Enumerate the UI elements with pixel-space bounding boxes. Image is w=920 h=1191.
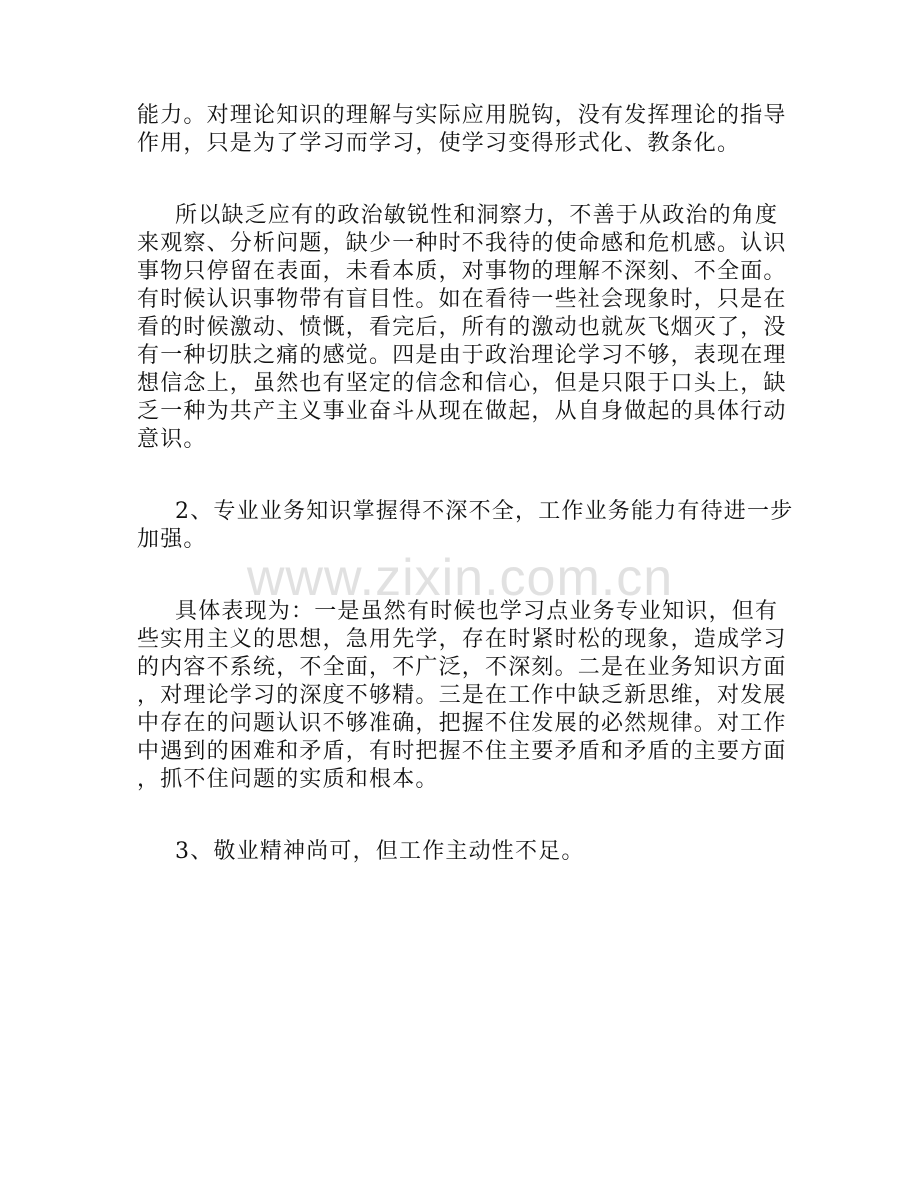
document-body bbox=[137, 102, 794, 866]
text-line: 想信念上，虽然也有坚定的信念和信心，但是只限于口头上，缺 bbox=[137, 371, 787, 396]
text-line: 些实用主义的思想，急用先学，存在时紧时松的现象，造成学习 bbox=[137, 627, 787, 652]
text-line: ，对理论学习的深度不够精。三是在工作中缺乏新思维，对发展 bbox=[137, 683, 787, 708]
paragraph bbox=[137, 498, 794, 554]
paragraph bbox=[137, 102, 787, 158]
text-line: ，抓不住问题的实质和根本。 bbox=[137, 767, 439, 792]
text-line: 加强。 bbox=[137, 527, 207, 552]
text-line: 乏一种为共产主义事业奋斗从现在做起，从自身做起的具体行动 bbox=[137, 399, 787, 424]
text-line: 有时候认识事物带有盲目性。如在看待一些社会现象时，只是在 bbox=[137, 287, 787, 312]
text-line: 中存在的问题认识不够准确，把握不住发展的必然规律。对工作 bbox=[137, 711, 787, 736]
text-line: 来观察、分析问题，缺少一种时不我待的使命感和危机感。认识 bbox=[137, 231, 787, 256]
text-line: 有一种切肤之痛的感觉。四是由于政治理论学习不够，表现在理 bbox=[137, 343, 787, 368]
text-line: 的内容不系统，不全面，不广泛，不深刻。二是在业务知识方面 bbox=[137, 655, 787, 680]
text-line: 3、敬业精神尚可，但工作主动性不足。 bbox=[175, 839, 585, 864]
text-line: 中遇到的困难和矛盾，有时把握不住主要矛盾和矛盾的主要方面 bbox=[137, 739, 787, 764]
paragraph bbox=[137, 202, 787, 454]
watermark-text: www.zixin.com.cn bbox=[246, 549, 674, 607]
text-line: 作用，只是为了学习而学习，使学习变得形式化、教条化。 bbox=[137, 131, 741, 156]
text-line: 事物只停留在表面，未看本质，对事物的理解不深刻、不全面。 bbox=[137, 259, 787, 284]
text-line: 2、专业业务知识掌握得不深不全，工作业务能力有待进一步 bbox=[175, 499, 794, 524]
text-line: 所以缺乏应有的政治敏锐性和洞察力，不善于从政治的角度 bbox=[175, 203, 779, 228]
paragraph bbox=[137, 598, 787, 794]
text-line: 看的时候激动、愤慨，看完后，所有的激动也就灰飞烟灭了，没 bbox=[137, 315, 787, 340]
paragraph bbox=[137, 838, 787, 866]
text-line: 能力。对理论知识的理解与实际应用脱钩，没有发挥理论的指导 bbox=[137, 103, 787, 128]
text-line: 意识。 bbox=[137, 427, 207, 452]
text-line: 具体表现为：一是虽然有时候也学习点业务专业知识，但有 bbox=[175, 599, 779, 624]
